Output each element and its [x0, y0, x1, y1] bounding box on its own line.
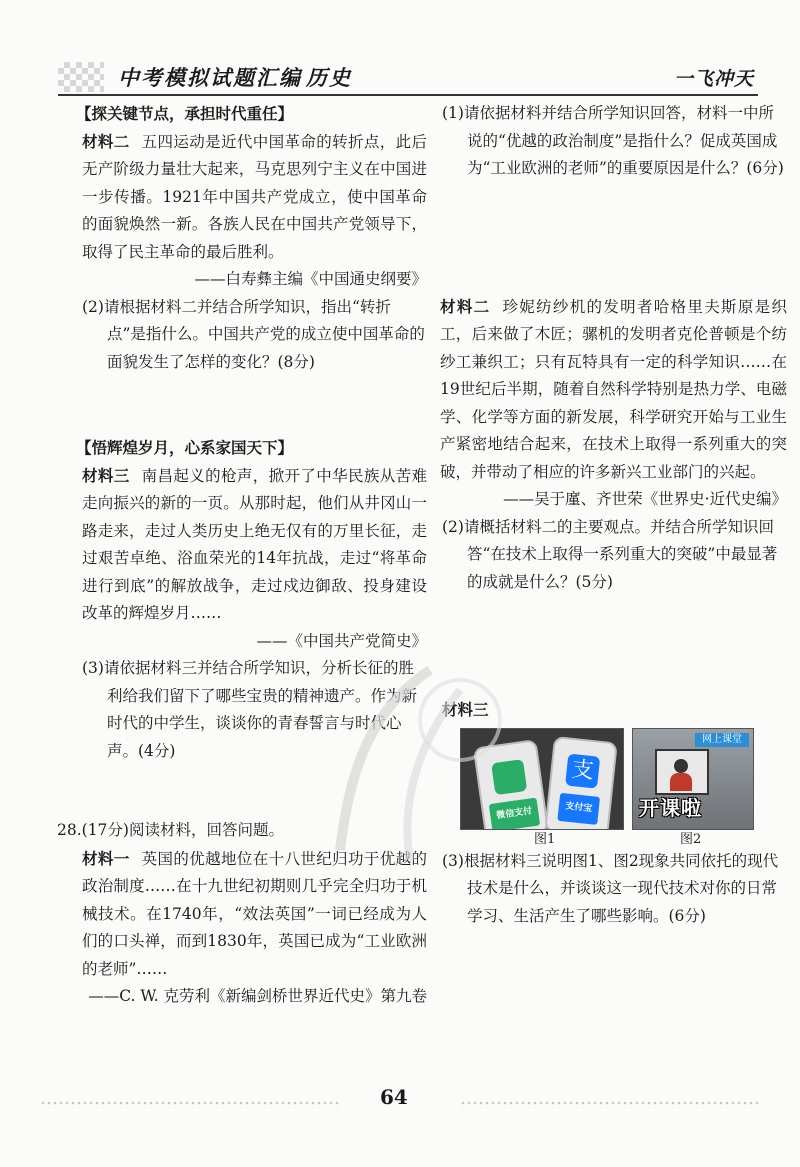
alipay-label: 支付宝: [557, 792, 600, 824]
phone-left: [473, 739, 549, 830]
material-3-label: 材料三: [442, 700, 489, 719]
header-decoration: [58, 62, 104, 92]
question-2: (2)请概括材料二的主要观点。并结合所学知识回答“在技术上取得一系列重大的突破”中最显著的成就是什么？(5分): [442, 517, 778, 591]
material-text: 珍妮纺纱机的发明者哈格里夫斯原是织工，后来做了木匠；骡机的发明者克伦普顿是个纺纱工兼织工；只有瓦特具有一定的科学知识……在19世纪后半期，随着自然科学特别是热力学、电磁学、化学等方面的新发展，科学研究开始与工业生产紧密地结合起来，在技术上取得一系列重大的突破，并带动了相应的许多新兴工业部门的兴起。: [440, 297, 787, 481]
question-28-heading: 28.(17分)阅读材料，回答问题。: [57, 821, 284, 839]
question-1: (1)请依据材料并结合所学知识回答，材料一中所说的“优越的政治制度”是指什么？促成英国成为“工业欧洲的老师”的重要原因是什么？(6分): [442, 104, 784, 177]
material-2-block: [82, 128, 427, 267]
book-title: 中考模拟试题汇编: [118, 65, 302, 90]
phone-right: [544, 735, 618, 829]
online-class-banner: 网上课堂: [695, 733, 749, 747]
material-3-block: [82, 462, 427, 628]
material-source: ——白寿彝主编《中国通史纲要》: [194, 270, 427, 288]
material-label: 材料一: [82, 848, 130, 868]
material-source: ——《中国共产党简史》: [256, 631, 427, 650]
section-title-key-nodes: 【探关键节点，承担时代重任】: [76, 104, 294, 123]
subject-title: 历史: [306, 65, 352, 90]
question-2: (2)请根据材料二并结合所学知识，指出“转折点”是指什么。中国共产党的成立使中国革命的面貌发生了怎样的变化？(8分): [82, 297, 425, 371]
figure-1-phones: [460, 728, 624, 830]
material-text: 五四运动是近代中国革命的转折点，此后无产阶级力量壮大起来，马克思列宁主义在中国进一步传播。1921年中国共产党成立，使中国革命的面貌焕然一新。各族人民在中国共产党领导下，取得了民主革命的最后胜利。: [82, 132, 427, 261]
start-class-text: 开课啦: [639, 795, 702, 820]
right-column: [442, 100, 787, 930]
page-number: 64: [380, 1085, 408, 1109]
material-label: 材料三: [82, 465, 130, 485]
laptop-screen: [655, 749, 709, 795]
question-3: (3)请依据材料三并结合所学知识，分析长征的胜利给我们留下了哪些宝贵的精神遗产。作为新时代的中学生，谈谈你的青春誓言与时代心声。(4分): [82, 659, 418, 760]
material-label: 材料二: [82, 131, 130, 151]
figure-1-caption: 图1: [534, 831, 556, 847]
footer-dots-left: [40, 1100, 340, 1108]
material-source: ——C. W. 克劳利《新编剑桥世界近代史》第九卷: [88, 987, 427, 1005]
brand-logo: 一飞冲天: [673, 68, 754, 90]
wechat-pay-icon: [491, 759, 527, 795]
page-footer: [0, 1080, 800, 1140]
material-text: 英国的优越地位在十八世纪归功于优越的政治制度……在十九世纪初期则几乎完全归功于机械技术。在1740年，“效法英国”一词已经成为人们的口头禅，而到1830年，英国已成为“工业欧洲的老师”……: [82, 849, 427, 978]
teacher-avatar: [674, 759, 688, 773]
section-title-glorious-years: 【悟辉煌岁月，心系家国天下】: [76, 438, 294, 457]
alipay-icon: 支: [565, 753, 600, 788]
wechat-pay-label: 微信支付: [489, 797, 540, 829]
header-rule: [58, 94, 758, 96]
question-3: (3)根据材料三说明图1、图2现象共同依托的现代技术是什么，并谈谈这一现代技术对你的日常学习、生活产生了哪些影响。(6分): [442, 851, 779, 925]
material-1-block: [82, 845, 427, 984]
figure-2-online-class: [632, 728, 754, 830]
material-text: 南昌起义的枪声，掀开了中华民族从苦难走向振兴的新的一页。从那时起，他们从井冈山一路走来，走过人类历史上绝无仅有的万里长征，走过艰苦卓绝、浴血荣光的14年抗战，走过“将革命进行到底”的解放战争，走过戍边御敌、投身建设改革的辉煌岁月……: [82, 466, 427, 622]
left-column: [57, 100, 427, 1011]
material-label: 材料二: [440, 296, 491, 316]
material-source: ——吴于廑、齐世荣《世界史·近代史编》: [503, 490, 787, 508]
teacher-body: [670, 773, 692, 791]
figures: [442, 728, 787, 848]
material-2-block: [440, 293, 787, 487]
page-header: [0, 0, 800, 100]
footer-dots-right: [460, 1100, 760, 1108]
figure-2-caption: 图2: [680, 831, 702, 847]
